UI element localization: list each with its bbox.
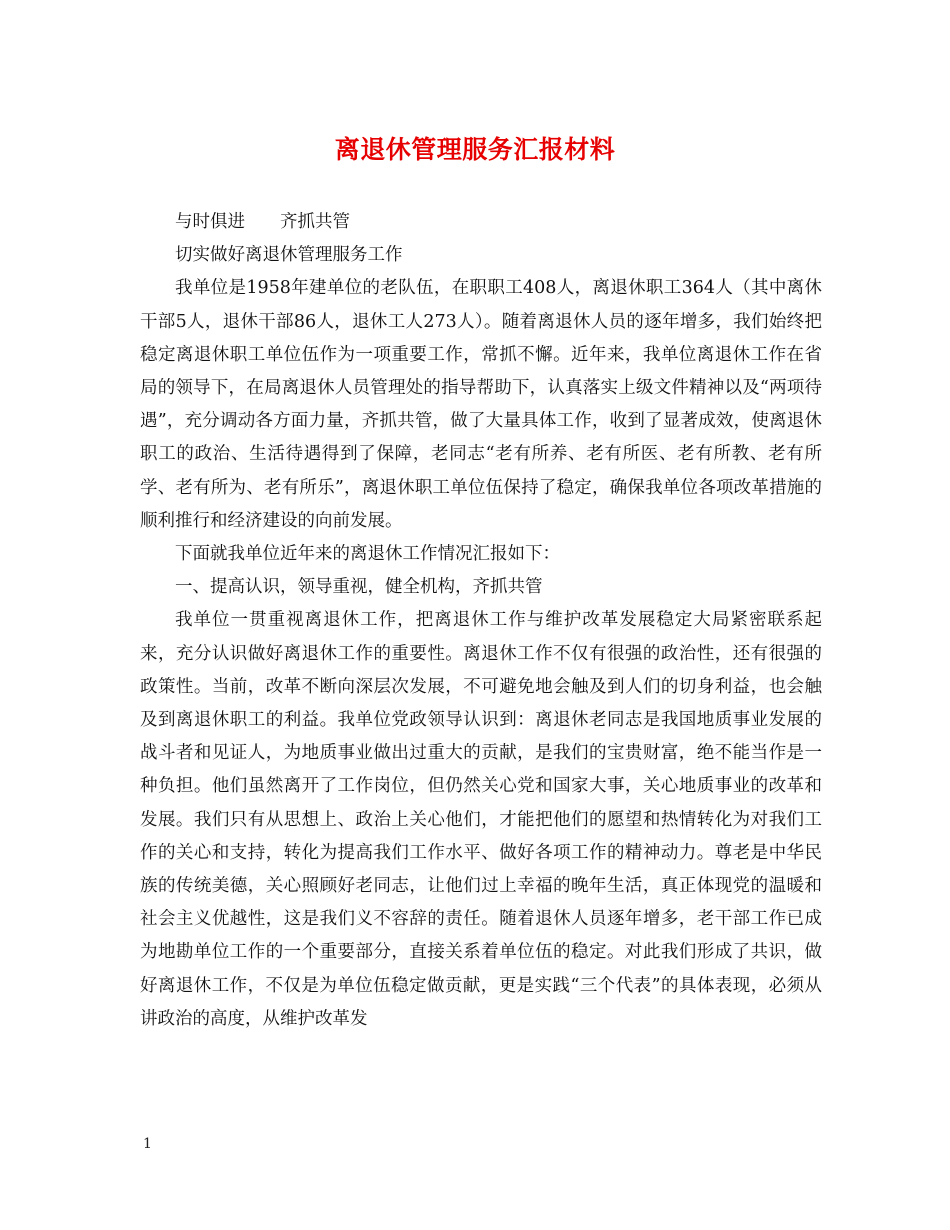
paragraph-intro: 我单位是1958年建单位的老队伍，在职职工408人，离退休职工364人（其中离休干部5人，退休干部86人，退休工人273人）。随着离退休人员的逐年增多，我们始终把稳定离退休职工单位伍作为一项重要工作，常抓不懈。近年来，我单位离退休工作在省局的领导下，在局离退休人员管理处的指导帮助下，认真落实上级文件精神以及“两项待遇”，充分调动各方面力量，齐抓共管，做了大量具体工作，收到了显著成效，使离退休职工的政治、生活待遇得到了保障，老同志“老有所养、老有所医、老有所教、老有所学、老有所为、老有所乐”，离退休职工单位伍保持了稳定，确保我单位各项改革措施的顺利推行和经济建设的向前发展。 — [140, 278, 822, 531]
document-body — [140, 206, 822, 1036]
paragraph-section-1: 我单位一贯重视离退休工作，把离退休工作与维护改革发展稳定大局紧密联系起来，充分认识做好离退休工作的重要性。离退休工作不仅有很强的政治性，还有很强的政策性。当前，改革不断向深层次发展，不可避免地会触及到人们的切身利益，也会触及到离退休职工的利益。我单位党政领导认识到：离退休老同志是我国地质事业发展的战斗者和见证人，为地质事业做出过重大的贡献，是我们的宝贵财富，绝不能当作是一种负担。他们虽然离开了工作岗位，但仍然关心党和国家大事，关心地质事业的改革和发展。我们只有从思想上、政治上关心他们，才能把他们的愿望和热情转化为对我们工作的关心和支持，转化为提高我们工作水平、做好各项工作的精神动力。尊老是中华民族的传统美德，关心照顾好老同志，让他们过上幸福的晚年生活，真正体现党的温暖和社会主义优越性，这是我们义不容辞的责任。随着退休人员逐年增多，老干部工作已成为地勘单位工作的一个重要部分，直接关系着单位伍的稳定。对此我们形成了共识，做好离退休工作，不仅是为单位伍稳定做贡献，更是实践“三个代表”的具体表现，必须从讲政治的高度，从维护改革发 — [140, 610, 822, 1029]
document-title: 离退休管理服务汇报材料 — [334, 135, 616, 164]
subtitle-line-1: 与时俱进 齐抓共管 — [175, 212, 350, 232]
section-heading-1: 一、提高认识，领导重视，健全机构，齐抓共管 — [175, 577, 543, 598]
paragraph-report-lead: 下面就我单位近年来的离退休工作情况汇报如下： — [175, 544, 560, 565]
page-number: 1 — [143, 1136, 152, 1152]
subtitle-line-2: 切实做好离退休管理服务工作 — [175, 245, 403, 266]
